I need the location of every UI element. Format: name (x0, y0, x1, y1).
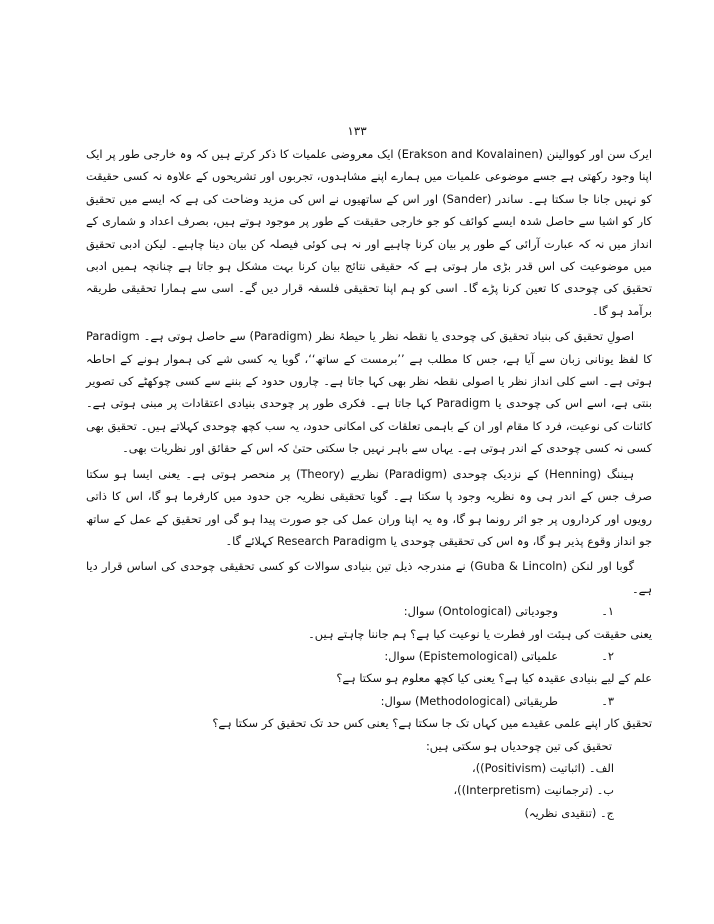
paradigm-list (86, 735, 652, 825)
paradigm-list-item: ج۔ (تنقیدی نظریہ) (524, 805, 614, 820)
paragraph-epistemology: ایرک سن اور کووالینن (Erakson and Kovalainen) ایک معروضی علمیات کا ذکر کرتے ہیں کہ وہ خارجی طور پر ایک اپنا وجود رکھتی ہے جسے موضوعی علمیات میں ہمارے اپنے مشاہدوں، تجربوں اور تشریحوں کے علاوہ نہ کسی حقیقت کو نہیں جانا جا سکتا ہے۔ ساندر (Sander) اور اس کے ساتھیوں نے اس کی مزید وضاحت کی ہے کہ ایسے میں تحقیق کار کو اشیا سے حاصل شدہ ایسے کوائف کو جو خارجی حقیقت کے طور پر موجود ہوتے ہیں، بصرف اعداد و شماری کے انداز میں نہ کہ عبارت آرائی کے طور پر بیان کرنا چاہیے اور نہ ہی کوئی فیصلہ کن بیان دینا چاہیے۔ لیکن ادبی تحقیق میں موضوعیت کی اس قدر بڑی مار ہوتی ہے کہ حقیقی نتائج بیان کرنا بہت مشکل ہو جاتا ہے چنانچہ ہمیں ادبی تحقیق کی چوحدی کا تعین کرنا پڑے گا۔ اسی کو ہم اپنا تحقیقی فلسفہ قرار دیں گے۔ اسی سے ہمارا تحقیقی طریقہ برآمد ہو گا۔ (86, 147, 652, 318)
question-text: یعنی حقیقت کی ہیئت اور فطرت یا نوعیت کیا ہے؟ ہم جاننا چاہتے ہیں۔ (308, 626, 652, 641)
question-item (86, 600, 652, 645)
paradigm-list-item: الف۔ (اثباتیت (Positivism))، (472, 760, 614, 775)
question-label: وجودیاتی (Ontological) سوال: (403, 604, 558, 619)
paragraph-guba-lincoln: گوبا اور لنکن (Guba & Lincoln) نے مندرجہ ذیل تین بنیادی سوالات کو کسی تحقیقی چوحدی کی اساس قرار دیا ہے۔ (86, 559, 652, 596)
question-label: علمیاتی (Epistemological) سوال: (384, 648, 558, 663)
paradigm-list-intro: تحقیق کی تین چوحدیاں ہو سکتی ہیں: (425, 738, 612, 753)
question-item (86, 690, 652, 735)
paragraph-henning: ہیننگ (Henning) کے نزدیک چوحدی (Paradigm) نظریے (Theory) پر منحصر ہوتی ہے۔ یعنی ایسا ہو سکتا صرف جس کے اندر ہی وہ نظریہ وجود پا سکتا ہے۔ گویا تحقیقی نظریہ جن حدود میں کارفرما ہو گا، اس کا ذاتی رویوں اور کرداروں پر جو اثر رونما ہو گا، وہ یہ اپنا وران عمل کی جو صورت پیدا ہو گی اور تحقیق کے عمل کے ساتھ جو انداز وقوع پذیر ہو گا، وہ اس کی تحقیقی چوحدی یا Research Paradigm کہلائے گا۔ (86, 466, 652, 548)
page-body (86, 143, 652, 824)
paragraph-paradigm: اصولِ تحقیق کی بنیاد تحقیق کی چوحدی یا نقطہ نظر یا حیطۂ نظر (Paradigm) سے حاصل ہوتی ہے۔ Paradigm کا لفظ یونانی زبان سے آیا ہے، جس کا مطلب ہے ’’برمست کے ساتھ‘‘، گویا یہ کسی شے کی ہموار ہونے کے احاطہ ہوتی ہے۔ اسے کلی انداز نظر یا اصولی نقطہ نظر بھی کہا جاتا ہے۔ چاروں حدود کے بننے سے کسی چوکھٹے کی تصویر بنتی ہے، اسے اس کی چوحدی یا Paradigm کہا جاتا ہے۔ فکری طور پر چوحدی بنیادی اعتقادات پر مبنی ہوتی ہے۔ کائنات کی نوعیت، فرد کا مقام اور ان کے باہمی تعلقات کی امکانی حدود، یہ سب کچھ چوحدی کہلاتے ہیں۔ تحقیق بھی کسی نہ کسی چوحدی کے اندر ہوتی ہے۔ یہاں سے باہر نہیں جا سکتی حتیٰ کہ اس کے حقائق اور نظریات بھی۔ (86, 329, 653, 456)
paradigm-list-item: ب۔ (ترجمانیت (Interpretism))، (453, 783, 614, 798)
page-number: ۱۳۳ (347, 124, 367, 138)
question-number: ۲۔ (601, 648, 614, 663)
question-label: طریقیاتی (Methodological) سوال: (380, 693, 558, 708)
question-number: ۱۔ (601, 604, 614, 619)
question-item (86, 645, 652, 690)
question-text: علم کے لیے بنیادی عقیدہ کیا ہے؟ یعنی کیا کچھ معلوم ہو سکتا ہے؟ (336, 671, 652, 686)
question-list (86, 600, 652, 734)
question-text: تحقیق کار اپنے علمی عقیدے میں کہاں تک جا سکتا ہے؟ یعنی کس حد تک تحقیق کر سکتا ہے؟ (212, 716, 652, 731)
question-number: ۳۔ (601, 693, 614, 708)
